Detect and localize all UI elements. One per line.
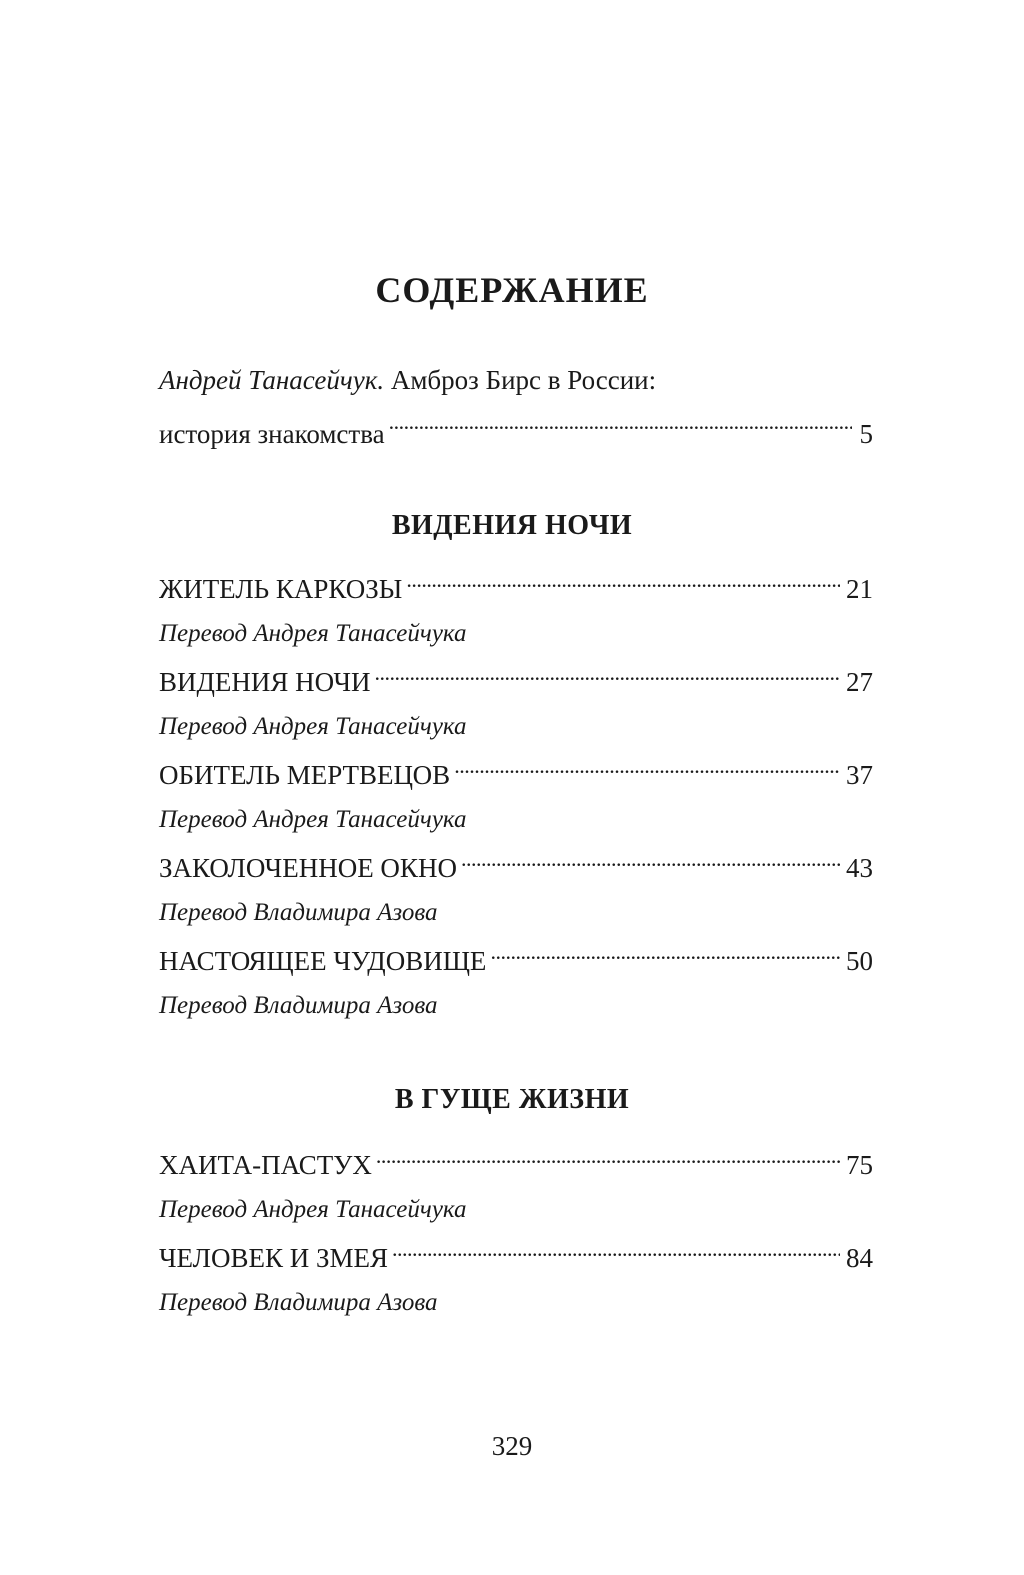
entry-translator: Перевод Владимира Азова [159, 1289, 438, 1316]
leader-dots [376, 1138, 840, 1174]
toc-entry[interactable] [159, 934, 873, 1023]
entry-title: ВИДЕНИЯ НОЧИ [159, 667, 371, 697]
intro-title-line-1: Амброз Бирс в России: [390, 365, 657, 395]
leader-dots [389, 401, 852, 443]
entry-page-number: 27 [846, 667, 873, 697]
entry-title: НАСТОЯЩЕЕ ЧУДОВИЩЕ [159, 946, 487, 976]
entry-title: ЗАКОЛОЧЕННОЕ ОКНО [159, 853, 457, 883]
entry-translator: Перевод Андрея Танасейчука [159, 806, 467, 833]
toc-intro-entry[interactable] [159, 359, 873, 455]
entry-title: ХАИТА-ПАСТУХ [159, 1150, 372, 1180]
entry-page-number: 43 [846, 853, 873, 883]
leader-dots [406, 562, 840, 598]
entry-page-number: 37 [846, 760, 873, 790]
leader-dots [454, 748, 840, 784]
toc-entry[interactable] [159, 1231, 873, 1320]
entry-translator: Перевод Андрея Танасейчука [159, 1196, 467, 1223]
section-title: ВИДЕНИЯ НОЧИ [391, 510, 633, 541]
entry-page-number: 84 [846, 1243, 873, 1273]
page-title: СОДЕРЖАНИЕ [375, 270, 649, 310]
toc-entry[interactable] [159, 562, 873, 651]
toc-entry[interactable] [159, 1138, 873, 1227]
leader-dots [392, 1231, 840, 1267]
toc-entry[interactable] [159, 841, 873, 930]
page-number: 329 [491, 1431, 533, 1461]
entry-translator: Перевод Владимира Азова [159, 899, 438, 926]
intro-line-1 [159, 359, 873, 401]
section-title: В ГУЩЕ ЖИЗНИ [394, 1084, 630, 1115]
entry-page-number: 50 [846, 946, 873, 976]
entry-title: ЧЕЛОВЕК И ЗМЕЯ [159, 1243, 389, 1273]
entry-page-number: 21 [846, 574, 873, 604]
toc-entry[interactable] [159, 748, 873, 837]
toc-entry[interactable] [159, 655, 873, 744]
entry-translator: Перевод Владимира Азова [159, 992, 438, 1019]
entry-translator: Перевод Андрея Танасейчука [159, 713, 467, 740]
intro-author: Андрей Танасейчук. [159, 365, 385, 395]
entry-title: ОБИТЕЛЬ МЕРТВЕЦОВ [159, 760, 451, 790]
intro-title-line-2: история знакомства [159, 419, 385, 449]
intro-page-number: 5 [859, 419, 873, 449]
entry-translator: Перевод Андрея Танасейчука [159, 620, 467, 647]
leader-dots [461, 841, 840, 877]
leader-dots [490, 934, 840, 970]
leader-dots [375, 655, 840, 691]
entry-title: ЖИТЕЛЬ КАРКОЗЫ [159, 574, 403, 604]
intro-line-2 [159, 401, 873, 455]
entry-page-number: 75 [846, 1150, 873, 1180]
